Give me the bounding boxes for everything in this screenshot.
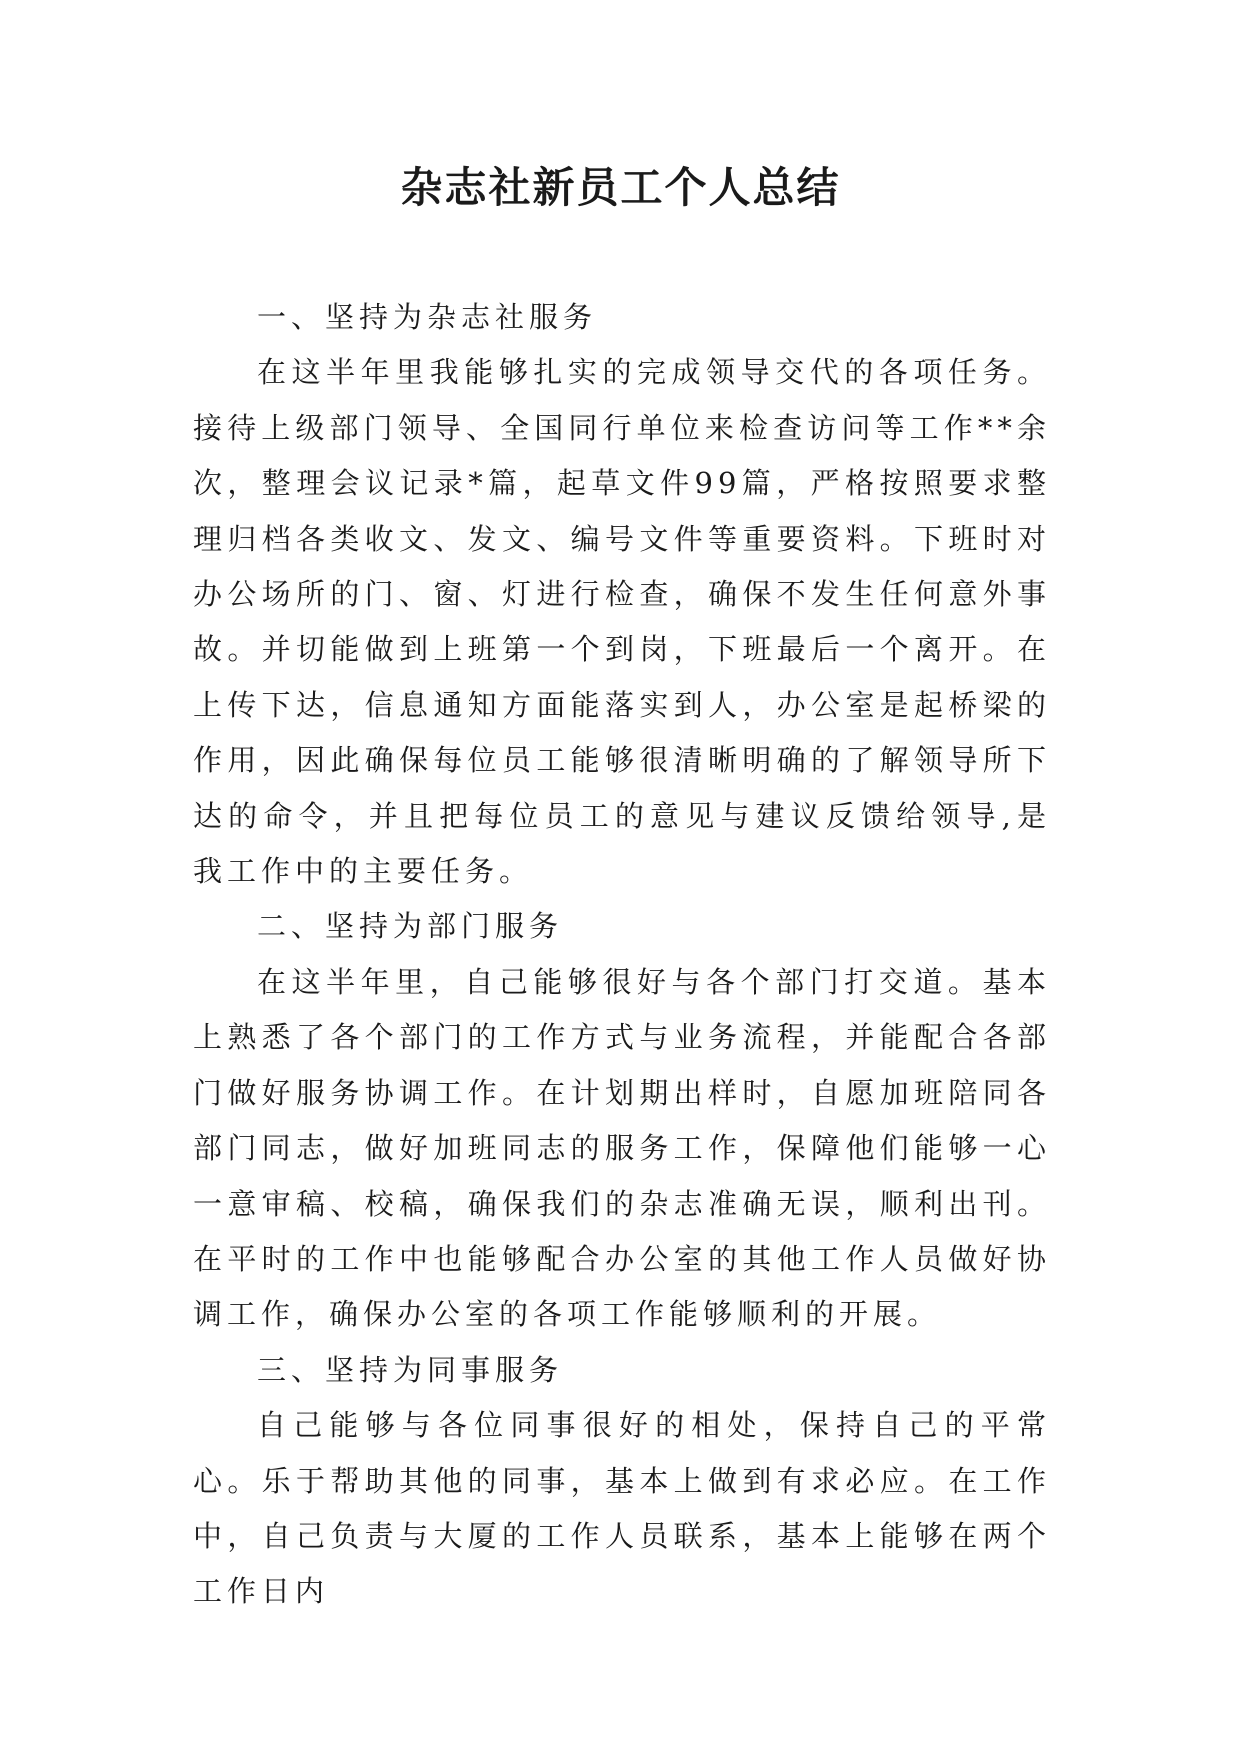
section-paragraph-3: 自己能够与各位同事很好的相处，保持自己的平常心。乐于帮助其他的同事，基本上做到有求必应。在工作中，自己负责与大厦的工作人员联系，基本上能够在两个工作日内 <box>193 1408 1051 1609</box>
document-title: 杂志社新员工个人总结 <box>400 163 841 212</box>
section-heading-1: 一、坚持为杂志社服务 <box>257 300 598 334</box>
section-heading-3: 三、坚持为同事服务 <box>257 1352 564 1387</box>
section-paragraph-1: 在这半年里我能够扎实的完成领导交代的各项任务。接待上级部门领导、全国同行单位来检查访问等工作**余次，整理会议记录*篇，起草文件99篇，严格按照要求整理归档各类收文、发文、编号文件等重要资料。下班时对办公场所的门、窗、灯进行检查，确保不发生任何意外事故。并切能做到上班第一个到岗，下班最后一个离开。在上传下达，信息通知方面能落实到人，办公室是起桥梁的作用，因此确保每位员工能够很清晰明确的了解领导所下达的命令，并且把每位员工的意见与建议反馈给领导,是我工作中的主要任务。 <box>193 355 1051 889</box>
section-heading-2: 二、坚持为部门服务 <box>257 909 564 944</box>
section-paragraph-2: 在这半年里，自己能够很好与各个部门打交道。基本上熟悉了各个部门的工作方式与业务流程，并能配合各部门做好服务协调工作。在计划期出样时，自愿加班陪同各部门同志，做好加班同志的服务工作，保障他们能够一心一意审稿、校稿，确保我们的杂志准确无误，顺利出刊。在平时的工作中也能够配合办公室的其他工作人员做好协调工作，确保办公室的各项工作能够顺利的开展。 <box>193 964 1051 1332</box>
document-body <box>193 290 1051 1620</box>
